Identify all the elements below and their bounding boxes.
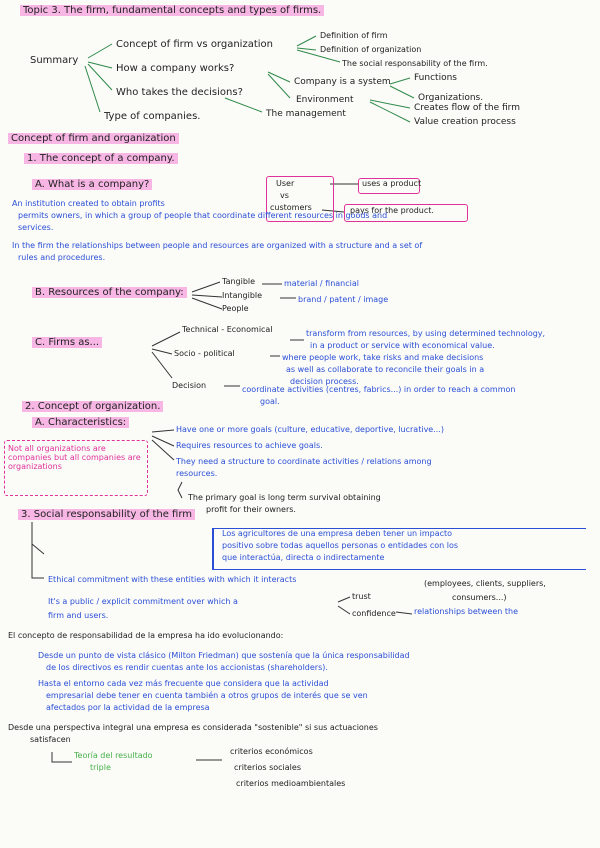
es-criteria-2: criterios sociales [234,763,301,772]
characteristic-1: Have one or more goals (culture, educative, deportive, lucrative...) [176,425,444,434]
summary-branch-3: Who takes the decisions? [116,87,243,98]
s1-bullet1-line2: permits owners, in which a group of people that coordinate different resources in goods and [18,211,388,220]
note-text: Not all organizations are companies but all companies are organizations [8,444,141,472]
s2-a-heading: A. Characteristics: [32,418,129,429]
es-sub2-line3: afectados por la actividad de la empresa [46,703,210,712]
s1-c-heading: C. Firms as... [32,338,102,349]
es-sub1-line1: Desde un punto de vista clásico (Milton Friedman) que sostenía que la única responsabilidad [38,651,410,660]
box-vs: vs [280,191,289,200]
s1-a-heading: A. What is a company? [32,180,152,191]
es-sub2-line1: Hasta el entorno cada vez más frecuente que considera que la actividad [38,679,329,688]
resource-people: People [222,304,249,313]
characteristic-4: resources. [176,469,218,478]
summary-branch-2-item-1: Functions [414,73,457,83]
s3-public-rel: relationships between the [414,607,518,616]
s3-public-confidence: confidence [352,609,396,618]
summary-branch-1-sub-3: The social responsability of the firm. [342,59,488,68]
s1-b-heading: B. Resources of the company: [32,288,187,299]
s1-bullet1-line1: An institution created to obtain profits [12,199,165,208]
summary-branch-1-sub-2: Definition of organization [320,45,422,54]
summary-label: Summary [30,55,79,66]
es-sub2-line2: empresarial debe tener en cuenta también a otros grupos de interés que se ven [46,691,368,700]
resource-tangible-desc: material / financial [284,279,359,288]
s3-public-line1: It's a public / explicit commitment over which a [48,597,238,606]
s3-es-line2: positivo sobre todas aquellos personas o entidades con los [222,541,459,550]
firms-technical-desc-2: in a product or service with economical value. [310,341,495,350]
section-concept-heading: Concept of firm and organization [8,134,179,145]
firms-decision-desc-1: coordinate activities (centres, fabrics...) in order to reach a common [242,385,516,394]
primary-goal-line1: The primary goal is long term survival obtaining [188,493,381,502]
firms-decision-desc-2: goal. [260,397,280,406]
topic-title-text: Topic 3. The firm, fundamental concepts and types of firms. [20,5,324,16]
summary-branch-2-sub: Company is a system [294,77,391,87]
es-criteria-1: criterios económicos [230,747,313,756]
primary-goal-line2: profit for their owners. [206,505,296,514]
s3-heading: 3. Social responsability of the firm [18,510,195,521]
resource-intangible-desc: brand / patent / image [298,295,389,304]
s3-es-line3: que interactúa, directa o indirectamente [222,553,385,562]
s1-bullet2-line2: rules and procedures. [18,253,106,262]
characteristic-3: They need a structure to coordinate activities / relations among [176,457,432,466]
box-user: User [276,179,295,188]
es-star1: El concepto de responsabilidad de la empresa ha ido evolucionando: [8,631,284,640]
s1-bullet2-line1: In the firm the relationships between people and resources are organized with a structure and a set of [12,241,423,250]
summary-environment-item-1: Creates flow of the firm [414,103,520,113]
s3-public-trust: trust [352,592,371,601]
firms-socio: Socio - political [174,349,235,358]
firms-socio-desc-2: as well as collaborate to reconcile their goals in a [286,365,485,374]
firms-decision: Decision [172,381,207,390]
topic-title [20,6,324,17]
s3-ethical-list2: consumers...) [452,593,507,602]
characteristic-2: Requires resources to achieve goals. [176,441,323,450]
es-star2-line2: satisfacen [30,735,71,744]
summary-branch-1-sub-1: Definition of firm [320,31,388,40]
summary-environment-item-2: Value creation process [414,117,516,127]
summary-branch-3-sub: The management [266,109,346,119]
s3-public-line2: firm and users. [48,611,109,620]
es-star2-line1: Desde una perspectiva integral una empresa es considerada "sostenible" si sus actuaciones [8,723,378,732]
resource-intangible: Intangible [222,291,263,300]
summary-branch-4: Type of companies. [104,111,201,122]
s3-ethical: Ethical commitment with these entities with which it interacts [48,575,297,584]
firms-socio-desc-1: where people work, take risks and make decisions [282,353,484,362]
resource-tangible: Tangible [222,277,256,286]
es-triple2: triple [90,763,111,772]
es-triple: Teoría del resultado [74,751,153,760]
summary-branch-2-item-2: Organizations. [418,93,484,103]
es-criteria-3: criterios medioambientales [236,779,346,788]
box-customers-desc: pays for the product. [350,206,434,215]
summary-environment: Environment [296,95,354,105]
box-user-desc: uses a product [362,179,422,188]
s3-es-line1: Los agricultores de una empresa deben tener un impacto [222,529,453,538]
summary-branch-2: How a company works? [116,63,235,74]
firms-socio-desc-3: decision process. [290,377,359,386]
s3-ethical-list: (employees, clients, suppliers, [424,579,546,588]
firms-technical: Technical - Economical [182,325,273,334]
s2-heading: 2. Concept of organization. [22,402,163,413]
box-customers: customers [270,203,312,212]
summary-branch-1: Concept of firm vs organization [116,39,273,50]
firms-technical-desc-1: transform from resources, by using determined technology, [306,329,546,338]
s1-heading: 1. The concept of a company. [24,154,178,165]
es-sub1-line2: de los directivos es rendir cuentas ante los accionistas (shareholders). [46,663,328,672]
s1-bullet1-line3: services. [18,223,54,232]
